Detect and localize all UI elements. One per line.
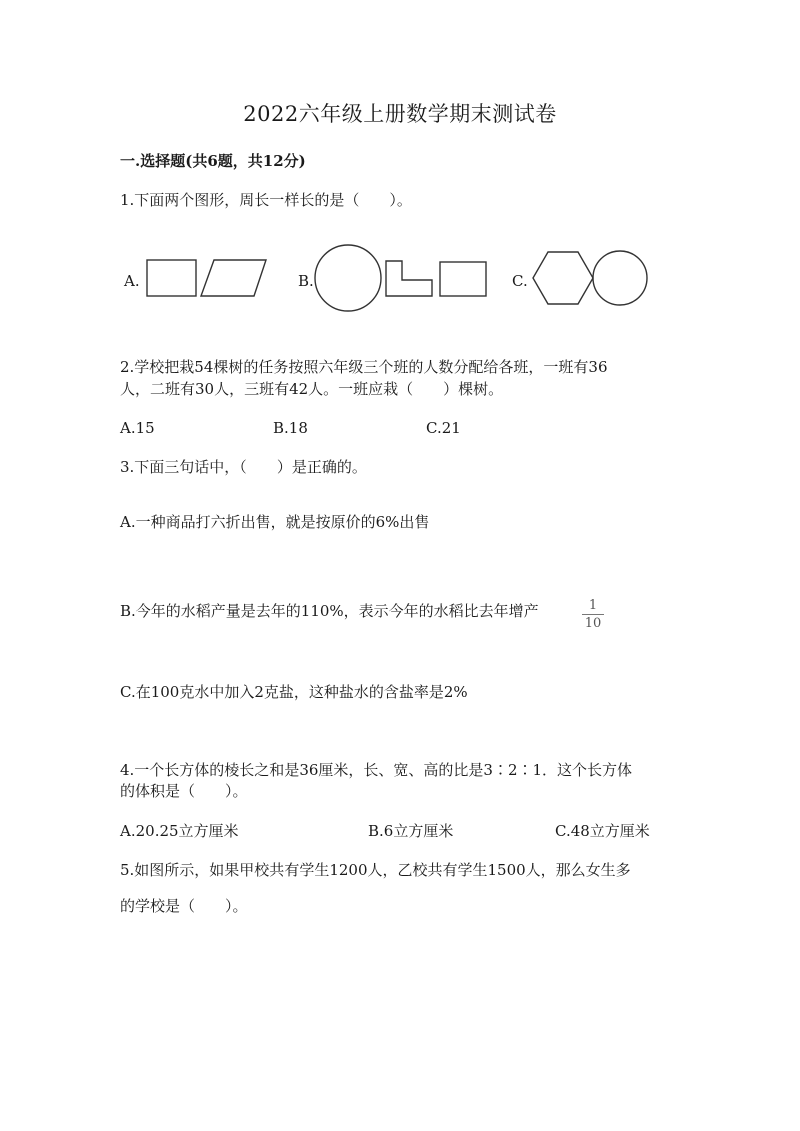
q1-option-c-label: C. bbox=[512, 272, 528, 290]
fraction-bar bbox=[582, 614, 604, 615]
question-5-line-1: 5.如图所示，如果甲校共有学生1200人，乙校共有学生1500人，那么女生多 bbox=[120, 861, 631, 879]
q2-option-c: C.21 bbox=[426, 419, 461, 437]
section-heading: 一.选择题(共6题，共12分) bbox=[120, 152, 306, 170]
q3-option-b: B.今年的水稻产量是去年的110%，表示今年的水稻比去年增产 bbox=[120, 602, 539, 620]
q1-option-b-label: B. bbox=[298, 272, 314, 290]
q4-option-a: A.20.25立方厘米 bbox=[120, 822, 239, 840]
q1-a-rectangle-shape bbox=[147, 260, 196, 296]
q1-b-rectangle-shape bbox=[440, 262, 486, 296]
fraction-denominator: 10 bbox=[584, 616, 602, 631]
q2-option-b: B.18 bbox=[273, 419, 308, 437]
question-2-line-1: 2.学校把栽54棵树的任务按照六年级三个班的人数分配给各班，一班有36 bbox=[120, 358, 608, 376]
q1-option-a-label: A. bbox=[124, 272, 140, 290]
q3-option-c: C.在100克水中加入2克盐，这种盐水的含盐率是2% bbox=[120, 683, 468, 701]
fraction-numerator: 1 bbox=[588, 598, 598, 613]
question-4-line-1: 4.一个长方体的棱长之和是36厘米，长、宽、高的比是3∶2∶1．这个长方体 bbox=[120, 761, 633, 779]
question-2-line-2: 人，二班有30人，三班有42人。一班应栽（ ）棵树。 bbox=[120, 380, 504, 398]
page-title: 2022六年级上册数学期末测试卷 bbox=[243, 102, 557, 126]
q1-a-parallelogram-shape bbox=[201, 260, 266, 296]
q1-c-circle-shape bbox=[593, 251, 647, 305]
q4-option-b: B.6立方厘米 bbox=[368, 822, 454, 840]
question-5-line-2: 的学校是（ ）。 bbox=[120, 897, 248, 915]
q1-b-l-shape bbox=[386, 261, 432, 296]
question-1-text: 1.下面两个图形，周长一样长的是（ ）。 bbox=[120, 191, 412, 209]
q1-b-circle-shape bbox=[315, 245, 381, 311]
question-4-line-2: 的体积是（ ）。 bbox=[120, 782, 248, 800]
q4-option-c: C.48立方厘米 bbox=[555, 822, 650, 840]
question-3-text: 3.下面三句话中，（ ）是正确的。 bbox=[120, 458, 367, 476]
q1-c-hexagon-shape bbox=[533, 252, 593, 304]
q3-option-a: A.一种商品打六折出售，就是按原价的6%出售 bbox=[120, 513, 430, 531]
q3-fraction bbox=[580, 598, 606, 631]
q2-option-a: A.15 bbox=[120, 419, 155, 437]
